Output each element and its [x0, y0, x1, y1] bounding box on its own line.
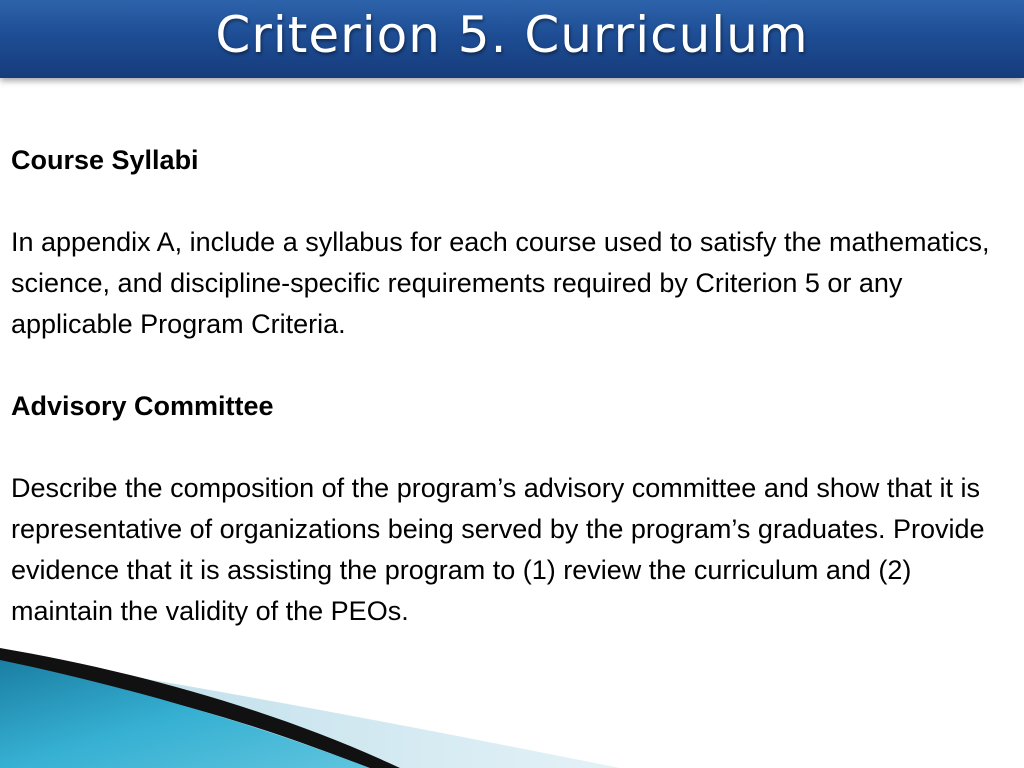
section-heading-course-syllabi: Course Syllabi	[11, 145, 199, 175]
slide-title: Criterion 5. Curriculum	[215, 6, 809, 64]
section-body-advisory-committee: Describe the composition of the program’s advisory committee and show that it is representative of organizations being served by the program’s graduates. Provide evidence that it is assisting the program to (1) review the curriculum and (2) maintain the validity of the PEOs.	[11, 473, 985, 626]
swoosh-teal-band	[0, 660, 370, 768]
slide-content	[11, 140, 1016, 632]
swoosh-light-band	[0, 655, 620, 768]
section-heading-advisory-committee: Advisory Committee	[11, 391, 274, 421]
spacer	[11, 345, 1016, 386]
spacer	[11, 181, 1016, 222]
swoosh-dark-band	[0, 648, 400, 768]
section-body-course-syllabi: In appendix A, include a syllabus for each course used to satisfy the mathematics, science, and discipline-specific requirements required by Criterion 5 or any applicable Program Criteria.	[11, 227, 990, 339]
spacer	[11, 427, 1016, 468]
title-bar	[0, 0, 1024, 78]
